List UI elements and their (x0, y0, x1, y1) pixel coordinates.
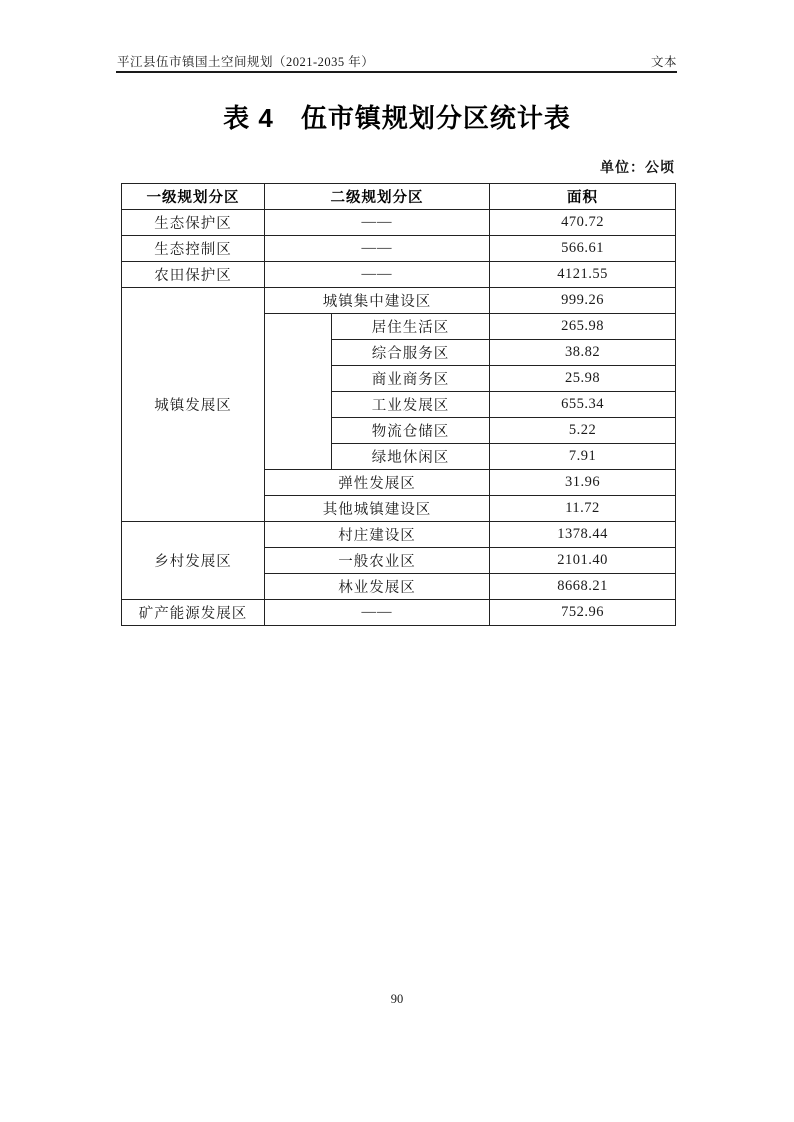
cell-level2: 其他城镇建设区 (265, 496, 490, 522)
cell-area: 25.98 (490, 366, 676, 392)
cell-area: 566.61 (490, 236, 676, 262)
table-row (122, 600, 676, 626)
table-header-row (122, 184, 676, 210)
cell-area: 1378.44 (490, 522, 676, 548)
header-left-text: 平江县伍市镇国土空间规划（2021-2035 年） (117, 55, 375, 69)
cell-level2: 弹性发展区 (265, 470, 490, 496)
cell-area: 752.96 (490, 600, 676, 626)
table-row (122, 262, 676, 288)
cell-area: 4121.55 (490, 262, 676, 288)
cell-level2: 林业发展区 (265, 574, 490, 600)
table-row (122, 210, 676, 236)
col-header-level1: 一级规划分区 (122, 184, 265, 210)
cell-area: 2101.40 (490, 548, 676, 574)
cell-area: 5.22 (490, 418, 676, 444)
page-number: 90 (390, 992, 404, 1006)
cell-level2: —— (265, 600, 490, 626)
cell-level3: 商业商务区 (332, 366, 490, 392)
col-header-level2: 二级规划分区 (265, 184, 490, 210)
cell-level2: —— (265, 210, 490, 236)
cell-level2: 城镇集中建设区 (265, 288, 490, 314)
cell-level3: 综合服务区 (332, 340, 490, 366)
cell-area: 7.91 (490, 444, 676, 470)
header-right-text: 文本 (650, 55, 677, 69)
cell-level3: 居住生活区 (332, 314, 490, 340)
cell-level1: 城镇发展区 (122, 288, 265, 522)
cell-level2: —— (265, 262, 490, 288)
cell-area: 265.98 (490, 314, 676, 340)
cell-area: 999.26 (490, 288, 676, 314)
unit-label: 单位：公顷 (600, 159, 675, 175)
cell-level2: 一般农业区 (265, 548, 490, 574)
header-rule (116, 71, 677, 73)
cell-area: 11.72 (490, 496, 676, 522)
table-row (122, 288, 676, 314)
cell-level1: 生态控制区 (122, 236, 265, 262)
table-row (122, 236, 676, 262)
cell-level1: 农田保护区 (122, 262, 265, 288)
cell-level3: 绿地休闲区 (332, 444, 490, 470)
cell-level2: —— (265, 236, 490, 262)
col-header-area: 面积 (490, 184, 676, 210)
table-row (122, 522, 676, 548)
cell-level2: 村庄建设区 (265, 522, 490, 548)
cell-level3: 工业发展区 (332, 392, 490, 418)
cell-level3: 物流仓储区 (332, 418, 490, 444)
cell-area: 38.82 (490, 340, 676, 366)
page-header (117, 52, 677, 70)
cell-level1: 乡村发展区 (122, 522, 265, 600)
table-title: 表 4 伍市镇规划分区统计表 (223, 103, 571, 133)
indent-spacer-cell (265, 314, 332, 470)
cell-area: 655.34 (490, 392, 676, 418)
cell-level1: 生态保护区 (122, 210, 265, 236)
cell-area: 31.96 (490, 470, 676, 496)
cell-area: 470.72 (490, 210, 676, 236)
planning-zone-table (121, 183, 676, 626)
cell-level1: 矿产能源发展区 (122, 600, 265, 626)
cell-area: 8668.21 (490, 574, 676, 600)
